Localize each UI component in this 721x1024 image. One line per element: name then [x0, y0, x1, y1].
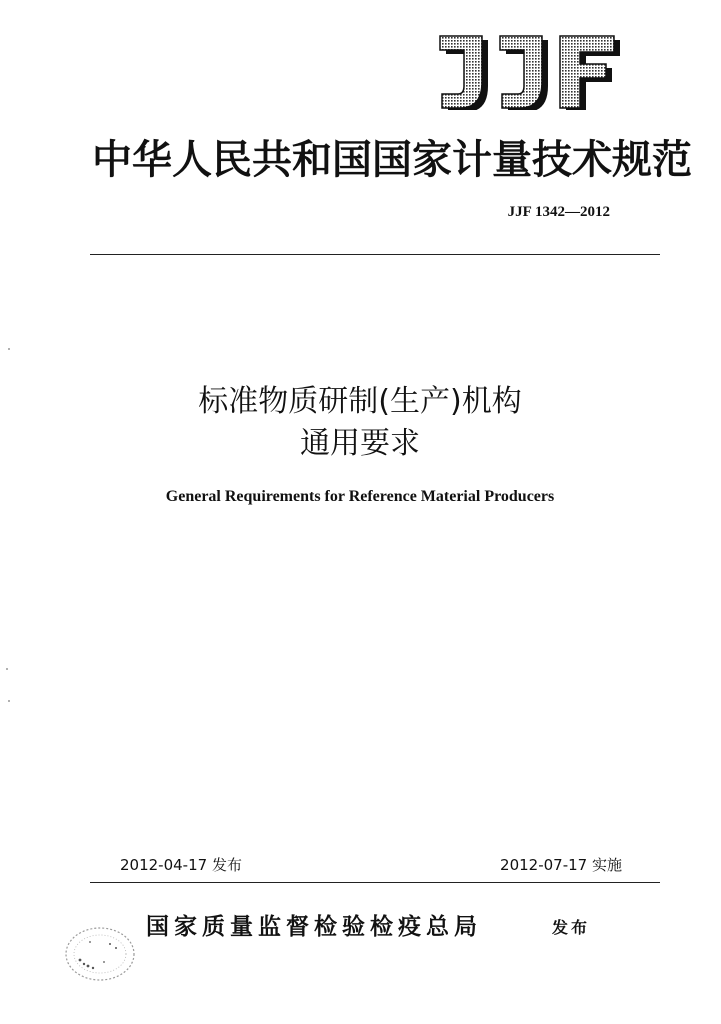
- scan-speck: [6, 668, 8, 670]
- chinese-title-line-2: 通用要求: [300, 426, 420, 461]
- logo-letter-j1: [440, 36, 482, 108]
- issue-date: 2012-04-17 发布: [120, 856, 242, 874]
- issuing-authority: 国家质量监督检验检疫总局: [146, 913, 482, 940]
- issuer-action: 发布: [552, 918, 591, 937]
- jjf-logo: [430, 34, 620, 110]
- english-title: General Requirements for Reference Material Producers: [165, 488, 555, 505]
- scan-speck: [8, 348, 10, 350]
- seal-stamp-icon: [60, 922, 138, 984]
- logo-letter-f: [560, 36, 614, 108]
- header-divider: [90, 254, 660, 255]
- chinese-title-line-1: 标准物质研制(生产)机构: [198, 384, 522, 419]
- implementation-date: 2012-07-17 实施: [500, 856, 622, 874]
- logo-letter-j2: [500, 36, 542, 108]
- document-number: JJF 1342—2012: [507, 204, 610, 220]
- scan-speck: [8, 700, 10, 702]
- page-title: 中华人民共和国国家计量技术规范: [92, 136, 692, 183]
- footer-divider: [90, 882, 660, 883]
